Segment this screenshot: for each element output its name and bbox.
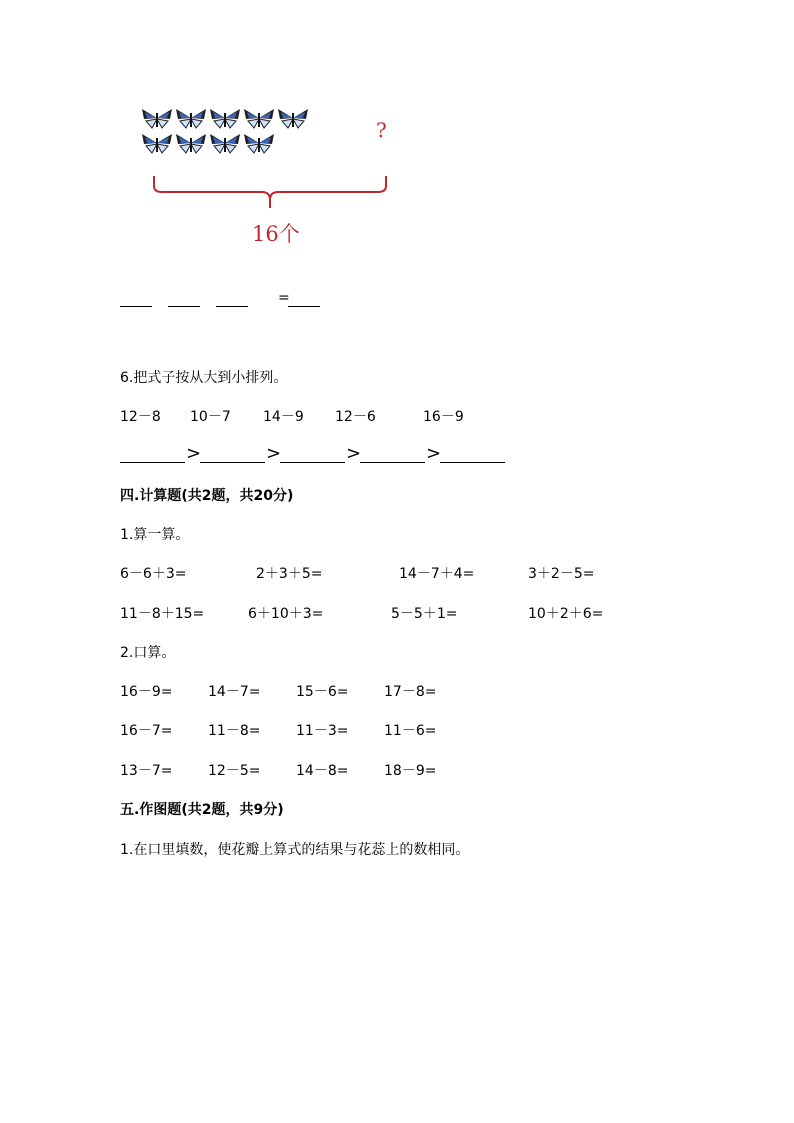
calc-item: 14－7＋4=	[399, 566, 475, 582]
oral-item: 11－3=	[296, 723, 349, 739]
greater-than-symbol: >	[186, 443, 202, 464]
order-blank-4[interactable]	[360, 462, 425, 463]
section5-q1-prompt: 1.在口里填数，使花瓣上算式的结果与花蕊上的数相同。	[120, 842, 470, 858]
calc-item: 10＋2＋6=	[528, 606, 604, 622]
question-mark: ?	[376, 118, 387, 142]
oral-item: 12－5=	[208, 763, 261, 779]
butterfly-icon	[210, 109, 240, 128]
order-blank-1[interactable]	[120, 462, 185, 463]
section4-q2-prompt: 2.口算。	[120, 645, 176, 661]
calc-item: 3＋2－5=	[528, 566, 595, 582]
oral-item: 11－6=	[384, 723, 437, 739]
answer-blank-result[interactable]	[288, 306, 320, 307]
calc-item: 5－5＋1=	[391, 606, 458, 622]
greater-than-symbol: >	[426, 443, 442, 464]
calc-item: 6＋10＋3=	[248, 606, 324, 622]
butterfly-icon	[244, 109, 274, 128]
calc-item: 2＋3＋5=	[256, 566, 323, 582]
oral-item: 13－7=	[120, 763, 173, 779]
answer-blank-1[interactable]	[120, 306, 152, 307]
order-blank-3[interactable]	[280, 462, 345, 463]
greater-than-symbol: >	[266, 443, 282, 464]
section4-q1-prompt: 1.算一算。	[120, 527, 190, 543]
q6-expression: 14－9	[263, 409, 304, 425]
butterfly-icon	[210, 134, 240, 153]
q6-expression: 16－9	[423, 409, 464, 425]
q6-expression: 10－7	[190, 409, 231, 425]
oral-item: 16－9=	[120, 684, 173, 700]
greater-than-symbol: >	[346, 443, 362, 464]
oral-item: 15－6=	[296, 684, 349, 700]
brace-icon	[150, 174, 392, 210]
oral-item: 17－8=	[384, 684, 437, 700]
q6-prompt: 6.把式子按从大到小排列。	[120, 370, 288, 386]
q6-expression: 12－8	[120, 409, 161, 425]
butterfly-icon	[278, 109, 308, 128]
answer-blank-2[interactable]	[168, 306, 200, 307]
oral-item: 11－8=	[208, 723, 261, 739]
butterfly-icon	[142, 134, 172, 153]
calc-item: 6－6＋3=	[120, 566, 187, 582]
oral-item: 18－9=	[384, 763, 437, 779]
butterfly-icon	[176, 134, 206, 153]
order-blank-2[interactable]	[200, 462, 265, 463]
butterfly-icon	[142, 109, 172, 128]
butterfly-group	[140, 105, 320, 160]
butterfly-icon	[244, 134, 274, 153]
oral-item: 14－7=	[208, 684, 261, 700]
q6-expression: 12－6	[335, 409, 376, 425]
answer-blank-3[interactable]	[216, 306, 248, 307]
butterfly-icon	[176, 109, 206, 128]
section4-heading: 四.计算题(共2题，共20分)	[120, 488, 294, 504]
oral-item: 14－8=	[296, 763, 349, 779]
section5-heading: 五.作图题(共2题，共9分)	[120, 802, 284, 818]
calc-item: 11－8＋15=	[120, 606, 205, 622]
oral-item: 16－7=	[120, 723, 173, 739]
total-label: 16个	[252, 222, 300, 246]
equals-sign: =	[278, 290, 290, 306]
order-blank-5[interactable]	[440, 462, 505, 463]
